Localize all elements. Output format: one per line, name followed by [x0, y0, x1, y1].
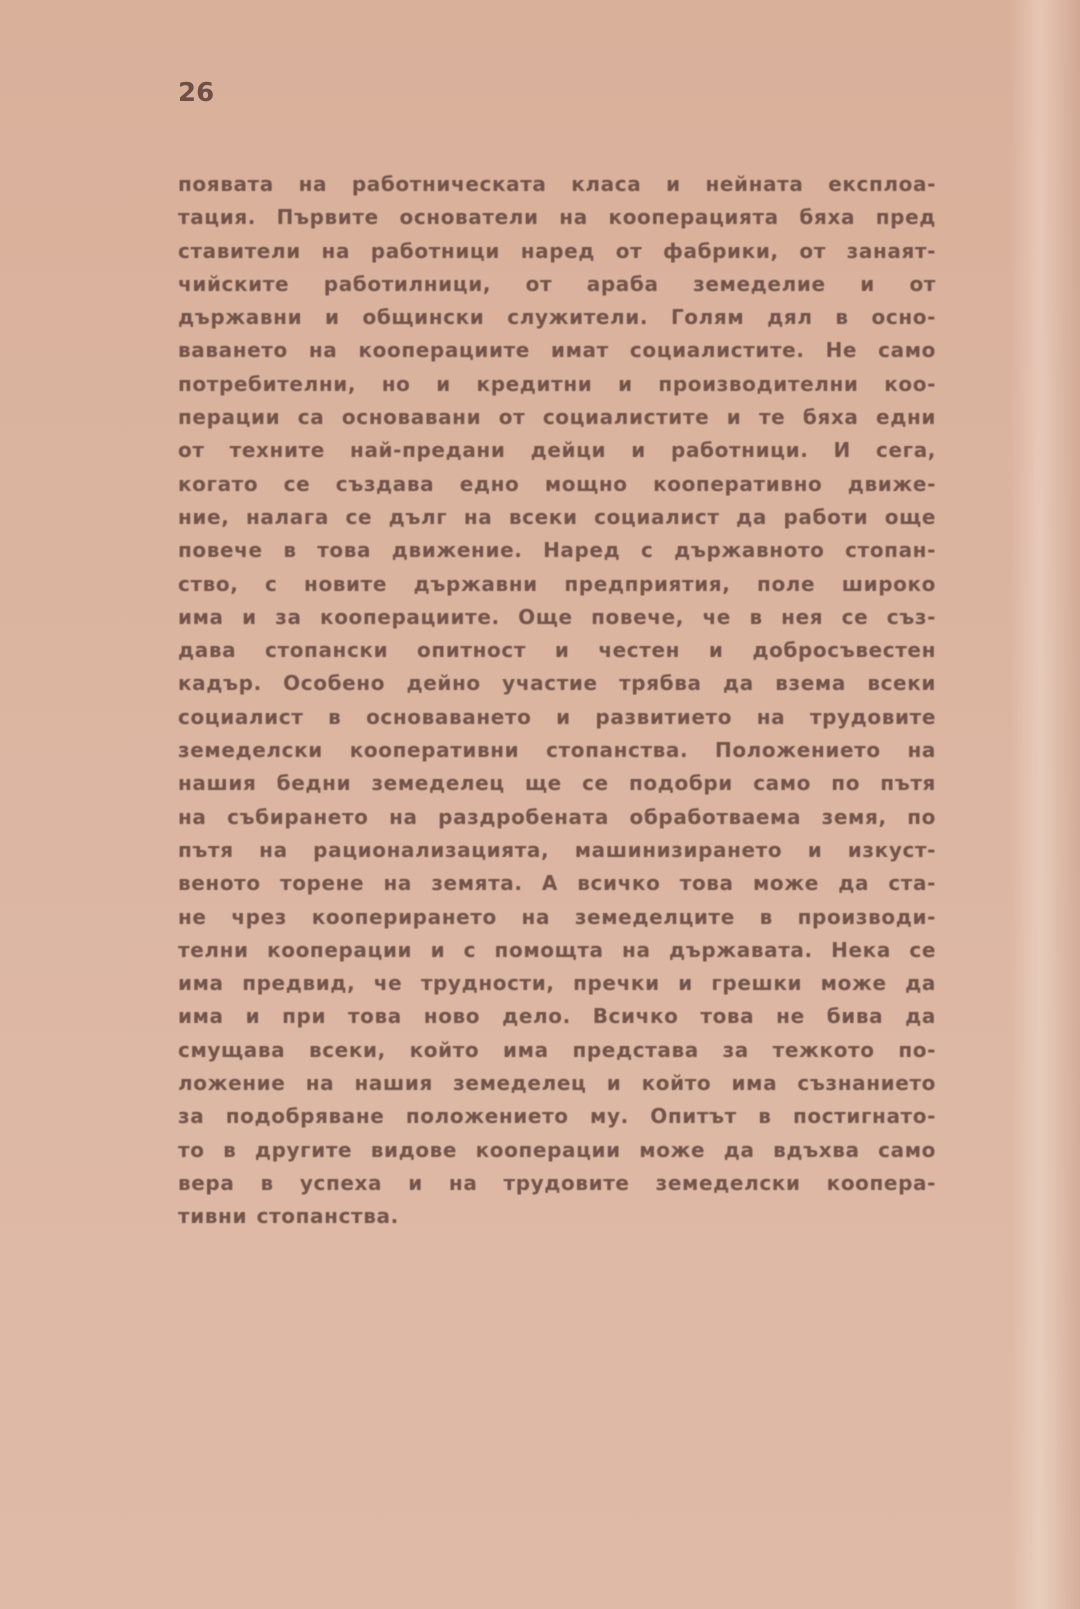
text-line: има и при това ново дело. Всичко това не бива да: [178, 1004, 936, 1029]
text-line: то в другите видове кооперации може да вдъхва само: [178, 1137, 936, 1162]
text-line: появата на работническата класа и нейната експлоа-: [178, 172, 936, 196]
text-line: перации са основавани от социалистите и те бяха едни: [178, 405, 936, 430]
text-line: ство, с новите държавни предприятия, поле широко: [178, 571, 936, 596]
text-line: ставители на работници наред от фабрики, от занаят-: [178, 238, 936, 263]
text-line: за подобряване положението му. Опитът в постигнато-: [178, 1104, 936, 1129]
text-line: телни кооперации и с помощта на държавата. Нека се: [178, 937, 936, 962]
text-line: потребителни, но и кредитни и производителни коо-: [178, 371, 936, 396]
text-line: веното торене на земята. А всичко това може да ста-: [178, 871, 936, 896]
text-line: тация. Първите основатели на кооперацията бяха пред: [178, 205, 936, 230]
text-line: на събирането на раздробената обработваема земя, по: [178, 804, 936, 829]
text-line: не чрез кооперирането на земеделците в производи-: [178, 904, 936, 929]
text-line: ваването на кооперациите имат социалистите. Не само: [178, 338, 936, 363]
text-line: ложение на нашия земеделец и който има съзнанието: [178, 1071, 936, 1096]
text-line: социалист в основаването и развитието на трудовите: [178, 704, 936, 729]
text-line: чийските работилници, от араба земеделие и от: [178, 271, 936, 296]
text-line: вера в успеха и на трудовите земеделски коопера-: [178, 1170, 936, 1195]
text-line: дава стопански опитност и честен и добросъвестен: [178, 638, 936, 663]
text-line: кадър. Особено дейно участие трябва да взема всеки: [178, 671, 936, 696]
text-line: от техните най-предани дейци и работници. И сега,: [178, 438, 936, 463]
text-line: ние, налага се дълг на всеки социалист да работи още: [178, 504, 936, 529]
text-line: смущава всеки, който има представа за тежкото по-: [178, 1037, 936, 1062]
text-line: има предвид, че трудности, пречки и грешки може да: [178, 971, 936, 996]
text-line: когато се създава едно мощно кооперативно движе-: [178, 471, 936, 496]
text-line: повече в това движение. Наред с държавното стопан-: [178, 538, 936, 563]
body-text: [178, 168, 936, 1234]
text-line: тивни стопанства.: [178, 1204, 399, 1229]
page-number: 26: [178, 78, 215, 108]
text-line: има и за кооперациите. Още повече, че в нея се съз-: [178, 604, 936, 629]
text-line: нашия бедни земеделец ще се подобри само по пътя: [178, 771, 936, 796]
text-line: държавни и общински служители. Голям дял в осно-: [178, 305, 936, 330]
text-line: земеделски кооперативни стопанства. Положението на: [178, 738, 936, 763]
text-line: пътя на рационализацията, машинизирането и изкуст-: [178, 837, 936, 862]
